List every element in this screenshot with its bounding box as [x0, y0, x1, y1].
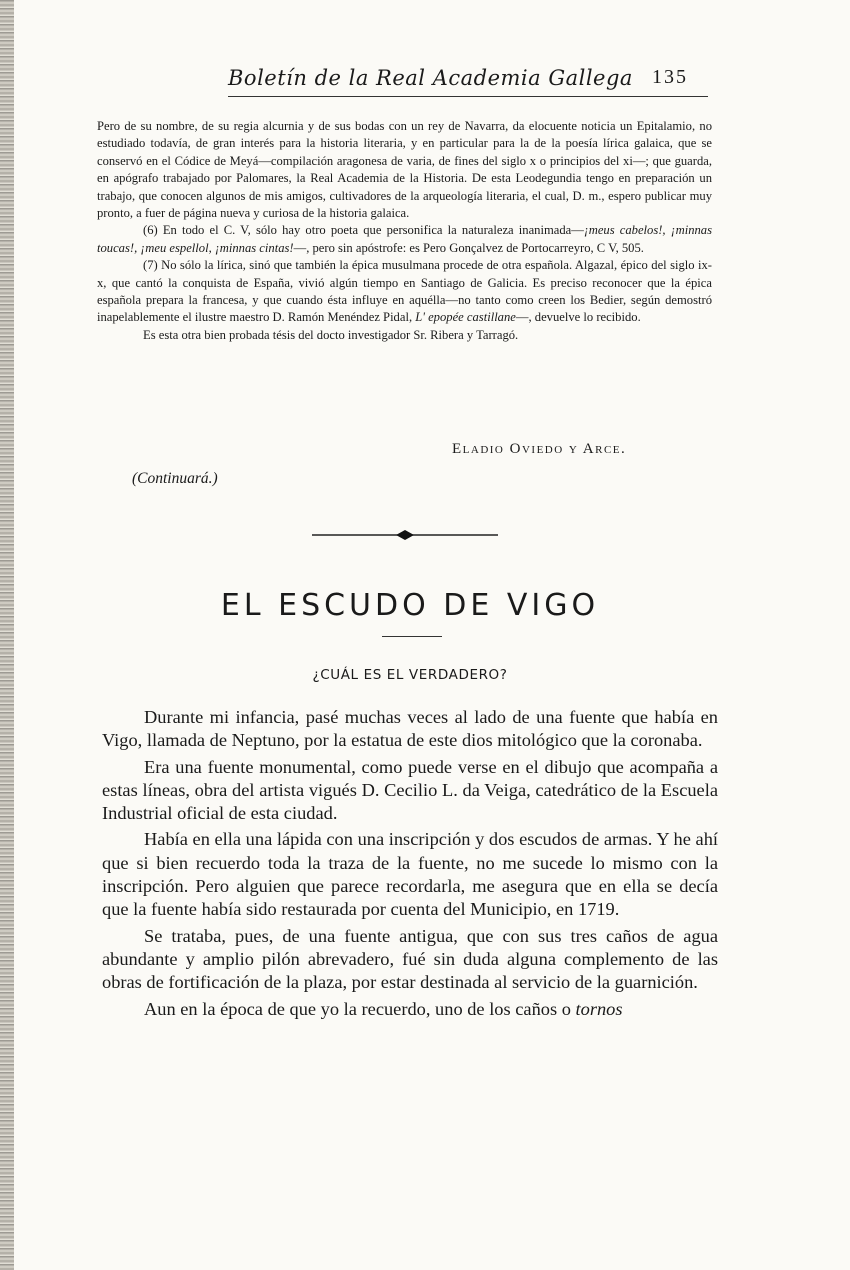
- article-body: [102, 706, 718, 1021]
- body-paragraph-5: [102, 998, 718, 1021]
- footnote-6: [97, 222, 712, 257]
- body-paragraph-1: Durante mi infancia, pasé muchas veces al lado de una fuente que había en Vigo, llamada de Neptuno, por la estatua de este dios mitológico que la coronaba.: [102, 707, 718, 751]
- divider-diamond-icon: [396, 530, 414, 540]
- title-rule: [382, 636, 442, 637]
- page-binding-edge: [0, 0, 14, 1270]
- running-header: [228, 66, 708, 97]
- body-paragraph-3: Había en ella una lápida con una inscripción y dos escudos de armas. Y he ahí que si bien recuerdo toda la traza de la fuente, no me sucede lo mismo con la inscripción. Pero alguien que parece recordarla, me asegura que en ella se decía que la fuente había sido restaurada por cuenta del Municipio, en 1719.: [102, 829, 718, 920]
- footnote-6-tail: —, pero sin apóstrofe: es Pero Gonçalvez de Portocarreyro, C V, 505.: [293, 240, 644, 255]
- body-paragraph-5-italic: tornos: [575, 998, 623, 1019]
- article-subtitle: ¿CUÁL ES EL VERDADERO?: [312, 667, 508, 683]
- footnote-6-quote: ¡meus cabelos!, ¡minnas toucas!, ¡meu espellol, ¡minnas cintas!: [97, 223, 712, 255]
- footnote-7-tail: —, devuelve lo recibido.: [515, 310, 641, 325]
- author-signature: Eladio Oviedo y Arce.: [452, 441, 627, 457]
- footnote-7: [97, 257, 712, 327]
- body-paragraph-2: Era una fuente monumental, como puede verse en el dibujo que acompaña a estas líneas, obra del artista vigués D. Cecilio L. da Veiga, catedrático de la Escuela Industrial oficial de esta ciudad.: [102, 756, 718, 824]
- page-number: 135: [652, 66, 688, 88]
- footnote-7-lead: (7) No sólo la lírica, sinó que también la épica musulmana procede de otra española. Algazal, épico del siglo ix-x, que cantó la conquista de España, vivió algún tiempo en Santiago de Galicia. Es preciso reconocer que la épica española prepara la francesa, y que cuando ésta influye en aquélla—no tanto como creen los Bedier, según demostró inapelablemente el ilustre maestro D. Ramón Menéndez Pidal,: [97, 258, 712, 325]
- footnote-7-reference: L' epopée castillane: [415, 310, 516, 325]
- continuation-note: (Continuará.): [132, 470, 218, 487]
- footnote-closing-line: Es esta otra bien probada tésis del docto investigador Sr. Ribera y Tarragó.: [143, 327, 519, 342]
- footnotes-block: [97, 118, 712, 344]
- footnote-6-lead: (6) En todo el C. V, sólo hay otro poeta que personifica la naturaleza inanimada—: [143, 223, 584, 238]
- article-title: EL ESCUDO DE VIGO: [220, 588, 600, 623]
- journal-title: Boletín de la Real Academia Gallega: [228, 66, 633, 90]
- body-paragraph-4: Se trataba, pues, de una fuente antigua, que con sus tres caños de agua abundante y amplio pilón abrevadero, fué sin duda alguna complemento de las obras de fortificación de la plaza, por estar destinada al servicio de la guarnición.: [102, 925, 718, 993]
- footnote-continuation: Pero de su nombre, de su regia alcurnia y de sus bodas con un rey de Navarra, da elocuente noticia un Epitalamio, no estudiado todavía, de gran interés para la historia literaria, y en particular para la de la poesía lírica galaica, que se conservó en el Códice de Meyá—compilación aragonesa de varia, de fines del siglo x o principios del xi—; que guarda, en apógrafo trabajado por Palomares, la Real Academia de la Historia. De esta Leodegundia tengo en preparación un trabajo, que conocen algunos de mis amigos, cultivadores de la arqueología literaria, el cual, D. m., espero publicar muy pronto, a fuer de página nueva y curiosa de la historia galaica.: [97, 119, 712, 221]
- section-divider-ornament: [312, 528, 498, 542]
- body-paragraph-5-lead: Aun en la época de que yo la recuerdo, uno de los caños o: [144, 998, 576, 1019]
